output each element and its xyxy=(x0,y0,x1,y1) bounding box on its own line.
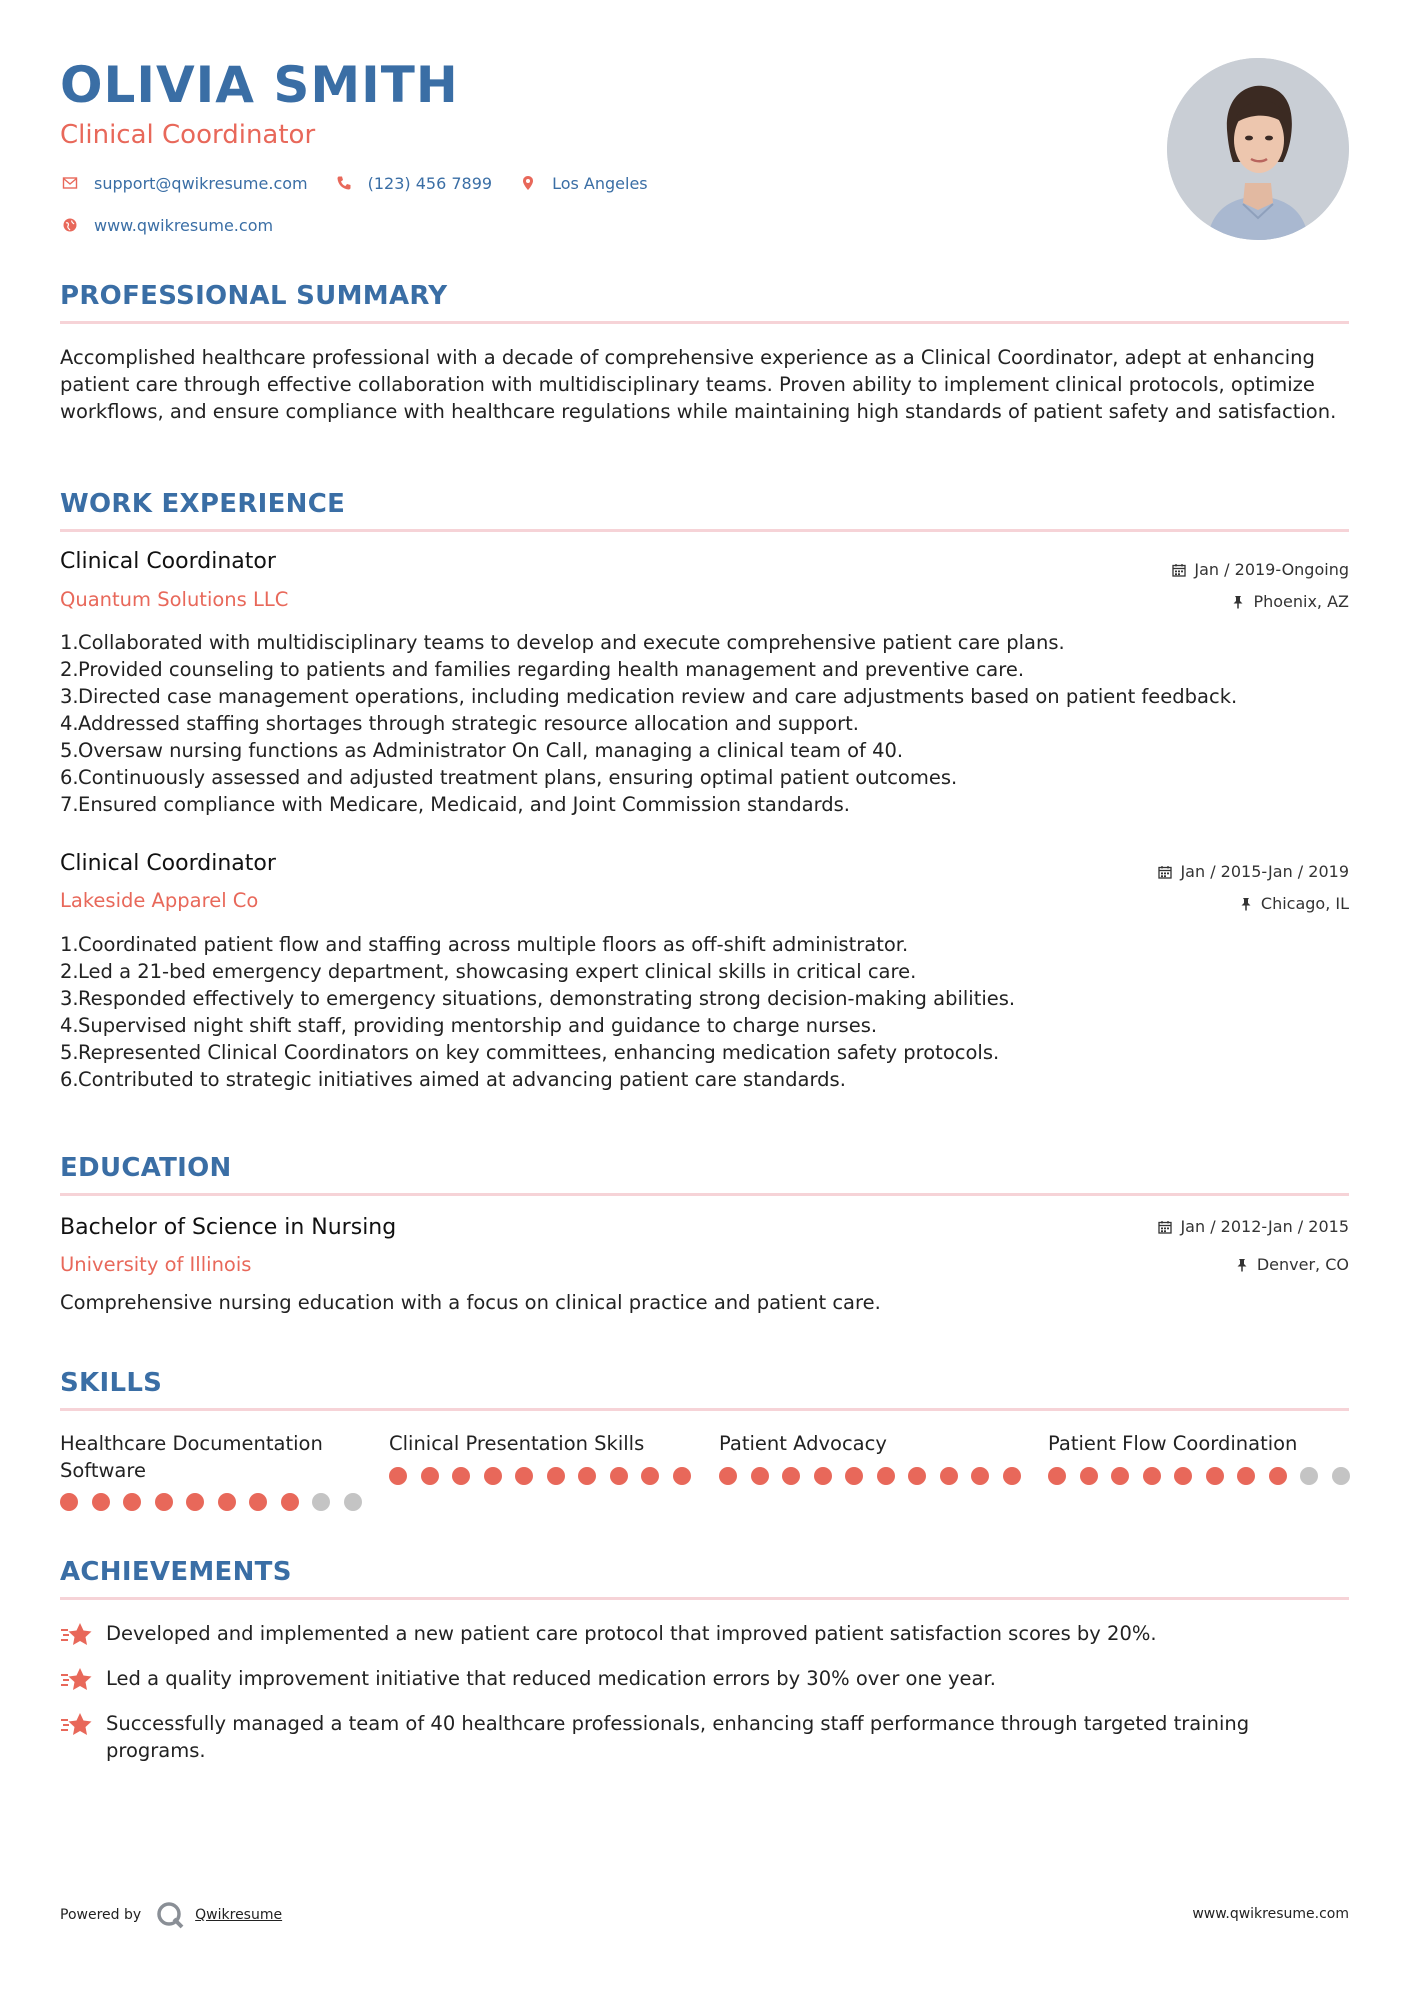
list-item: 2. Led a 21-bed emergency department, showcasing expert clinical skills in critical care. xyxy=(60,960,917,983)
list-item: 1. Collaborated with multidisciplinary teams to develop and execute comprehensive patient care plans. xyxy=(60,631,1065,654)
education-dates-text: Jan / 2012-Jan / 2015 xyxy=(1180,1217,1349,1236)
skill-name: Patient Advocacy xyxy=(719,1432,887,1455)
email-text: support@qwikresume.com xyxy=(94,173,308,193)
job-dates-text: Jan / 2019-Ongoing xyxy=(1194,560,1349,579)
section-title-summary: PROFESSIONAL SUMMARY xyxy=(60,281,448,311)
skill-rating xyxy=(719,1467,1034,1485)
rating-dot-filled xyxy=(814,1467,832,1485)
education-description: Comprehensive nursing education with a focus on clinical practice and patient care. xyxy=(60,1291,881,1314)
skill-name: Healthcare Documentation Software xyxy=(60,1432,323,1482)
section-divider xyxy=(60,529,1349,532)
rating-dot-filled xyxy=(782,1467,800,1485)
rating-dot-filled xyxy=(1048,1467,1066,1485)
rating-dot-filled xyxy=(845,1467,863,1485)
section-divider xyxy=(60,1408,1349,1411)
star-icon xyxy=(60,1620,94,1650)
skill-name: Clinical Presentation Skills xyxy=(389,1432,645,1455)
contact-phone[interactable] xyxy=(334,173,492,193)
profile-photo xyxy=(1167,58,1349,240)
list-item: 3. Responded effectively to emergency situations, demonstrating strong decision-making abilities. xyxy=(60,987,1016,1010)
rating-dot-empty xyxy=(1300,1467,1318,1485)
map-pin-icon xyxy=(518,173,538,193)
rating-dot-filled xyxy=(641,1467,659,1485)
candidate-name: OLIVIA SMITH xyxy=(60,56,459,114)
company-name: Quantum Solutions LLC xyxy=(60,588,289,611)
rating-dot-empty xyxy=(344,1493,362,1511)
rating-dot-filled xyxy=(389,1467,407,1485)
footer-website[interactable]: www.qwikresume.com xyxy=(1192,1906,1349,1922)
list-item: 6. Contributed to strategic initiatives aimed at advancing patient care standards. xyxy=(60,1068,846,1091)
rating-dot-filled xyxy=(719,1467,737,1485)
rating-dot-filled xyxy=(281,1493,299,1511)
achievement-text: Successfully managed a team of 40 healthcare professionals, enhancing staff performance through targeted training programs. xyxy=(106,1712,1250,1762)
contact-location xyxy=(518,173,648,193)
rating-dot-filled xyxy=(218,1493,236,1511)
job-title: Clinical Coordinator xyxy=(60,549,276,574)
list-item: 1. Coordinated patient flow and staffing across multiple floors as off-shift administrator. xyxy=(60,933,909,956)
rating-dot-filled xyxy=(877,1467,895,1485)
achievement-item xyxy=(60,1665,1350,1695)
skill-rating xyxy=(389,1467,704,1485)
rating-dot-filled xyxy=(1143,1467,1161,1485)
list-item: 2. Provided counseling to patients and families regarding health management and preventive care. xyxy=(60,658,1025,681)
rating-dot-filled xyxy=(1111,1467,1129,1485)
job-bullets xyxy=(60,629,1350,818)
rating-dot-filled xyxy=(940,1467,958,1485)
achievement-item xyxy=(60,1710,1350,1764)
section-divider xyxy=(60,1597,1349,1600)
rating-dot-filled xyxy=(1206,1467,1224,1485)
rating-dot-filled xyxy=(610,1467,628,1485)
job-title: Clinical Coordinator xyxy=(60,851,276,876)
achievement-text: Developed and implemented a new patient care protocol that improved patient satisfaction scores by 20%. xyxy=(106,1622,1157,1645)
school-name: University of Illinois xyxy=(60,1253,252,1276)
degree-title: Bachelor of Science in Nursing xyxy=(60,1215,397,1240)
list-item: 3. Directed case management operations, including medication review and care adjustments based on patient feedback. xyxy=(60,685,1238,708)
footer-branding xyxy=(60,1900,282,1930)
rating-dot-filled xyxy=(484,1467,502,1485)
calendar-icon xyxy=(1158,1220,1172,1234)
brand-link[interactable]: Qwikresume xyxy=(195,1907,283,1923)
job-bullets xyxy=(60,931,1350,1093)
job-dates-text: Jan / 2015-Jan / 2019 xyxy=(1180,862,1349,881)
skill-item xyxy=(719,1430,1019,1457)
rating-dot-filled xyxy=(60,1493,78,1511)
list-item: 5. Oversaw nursing functions as Administrator On Call, managing a clinical team of 40. xyxy=(60,739,904,762)
rating-dot-filled xyxy=(92,1493,110,1511)
rating-dot-filled xyxy=(1269,1467,1287,1485)
section-divider xyxy=(60,321,1349,324)
pushpin-icon xyxy=(1239,897,1253,911)
job-location xyxy=(1231,592,1349,611)
education-dates xyxy=(1158,1217,1349,1236)
rating-dot-filled xyxy=(971,1467,989,1485)
rating-dot-filled xyxy=(578,1467,596,1485)
contact-row xyxy=(60,173,674,193)
rating-dot-filled xyxy=(452,1467,470,1485)
skill-name: Patient Flow Coordination xyxy=(1048,1432,1298,1455)
education-location-text: Denver, CO xyxy=(1256,1255,1349,1274)
summary-text: Accomplished healthcare professional with a decade of comprehensive experience as a Clinical Coordinator, adept at enhancing patient care through effective collaboration with multidisciplinary teams. Proven ability to implement clinical protocols, optimize workflows, and ensure compliance with healthcare regulations while maintaining high standards of patient safety and satisfaction. xyxy=(60,346,1337,423)
section-title-education: EDUCATION xyxy=(60,1153,232,1183)
rating-dot-filled xyxy=(751,1467,769,1485)
skill-item xyxy=(60,1430,360,1484)
section-title-achievements: ACHIEVEMENTS xyxy=(60,1557,292,1587)
phone-icon xyxy=(334,173,354,193)
list-item: 4. Addressed staffing shortages through strategic resource allocation and support. xyxy=(60,712,859,735)
skill-rating xyxy=(60,1493,375,1511)
qwikresume-logo-icon xyxy=(155,1900,185,1930)
star-icon xyxy=(60,1710,94,1740)
skill-item xyxy=(1048,1430,1348,1457)
rating-dot-filled xyxy=(249,1493,267,1511)
pushpin-icon xyxy=(1235,1258,1249,1272)
pushpin-icon xyxy=(1231,595,1245,609)
rating-dot-filled xyxy=(186,1493,204,1511)
education-location xyxy=(1235,1255,1349,1274)
location-text: Los Angeles xyxy=(552,173,648,193)
job-location-text: Chicago, IL xyxy=(1260,894,1349,913)
contact-row-website xyxy=(60,215,299,235)
rating-dot-filled xyxy=(421,1467,439,1485)
section-title-experience: WORK EXPERIENCE xyxy=(60,489,346,519)
achievement-item xyxy=(60,1620,1350,1650)
job-location-text: Phoenix, AZ xyxy=(1253,592,1349,611)
rating-dot-filled xyxy=(155,1493,173,1511)
skill-rating xyxy=(1048,1467,1363,1485)
list-item: 5. Represented Clinical Coordinators on key committees, enhancing medication safety protocols. xyxy=(60,1041,1000,1064)
rating-dot-empty xyxy=(312,1493,330,1511)
skill-item xyxy=(389,1430,689,1457)
envelope-icon xyxy=(60,173,80,193)
job-dates xyxy=(1158,862,1349,881)
rating-dot-empty xyxy=(1332,1467,1350,1485)
section-title-skills: SKILLS xyxy=(60,1368,163,1398)
rating-dot-filled xyxy=(673,1467,691,1485)
calendar-icon xyxy=(1158,865,1172,879)
list-item: 6. Continuously assessed and adjusted treatment plans, ensuring optimal patient outcomes. xyxy=(60,766,958,789)
company-name: Lakeside Apparel Co xyxy=(60,889,259,912)
achievement-text: Led a quality improvement initiative that reduced medication errors by 30% over one year. xyxy=(106,1667,996,1690)
rating-dot-filled xyxy=(1080,1467,1098,1485)
candidate-role: Clinical Coordinator xyxy=(60,120,316,150)
rating-dot-filled xyxy=(123,1493,141,1511)
powered-by-label: Powered by xyxy=(60,1907,142,1923)
contact-email[interactable] xyxy=(60,173,308,193)
phone-text: (123) 456 7899 xyxy=(367,173,493,193)
website-text: www.qwikresume.com xyxy=(94,215,274,235)
list-item: 7. Ensured compliance with Medicare, Medicaid, and Joint Commission standards. xyxy=(60,793,850,816)
rating-dot-filled xyxy=(1174,1467,1192,1485)
rating-dot-filled xyxy=(1003,1467,1021,1485)
section-divider xyxy=(60,1193,1349,1196)
star-icon xyxy=(60,1665,94,1695)
rating-dot-filled xyxy=(908,1467,926,1485)
job-dates xyxy=(1172,560,1349,579)
contact-website[interactable] xyxy=(60,215,273,235)
rating-dot-filled xyxy=(547,1467,565,1485)
rating-dot-filled xyxy=(1237,1467,1255,1485)
calendar-icon xyxy=(1172,563,1186,577)
list-item: 4. Supervised night shift staff, providing mentorship and guidance to charge nurses. xyxy=(60,1014,878,1037)
globe-icon xyxy=(60,215,80,235)
rating-dot-filled xyxy=(515,1467,533,1485)
job-location xyxy=(1239,894,1349,913)
